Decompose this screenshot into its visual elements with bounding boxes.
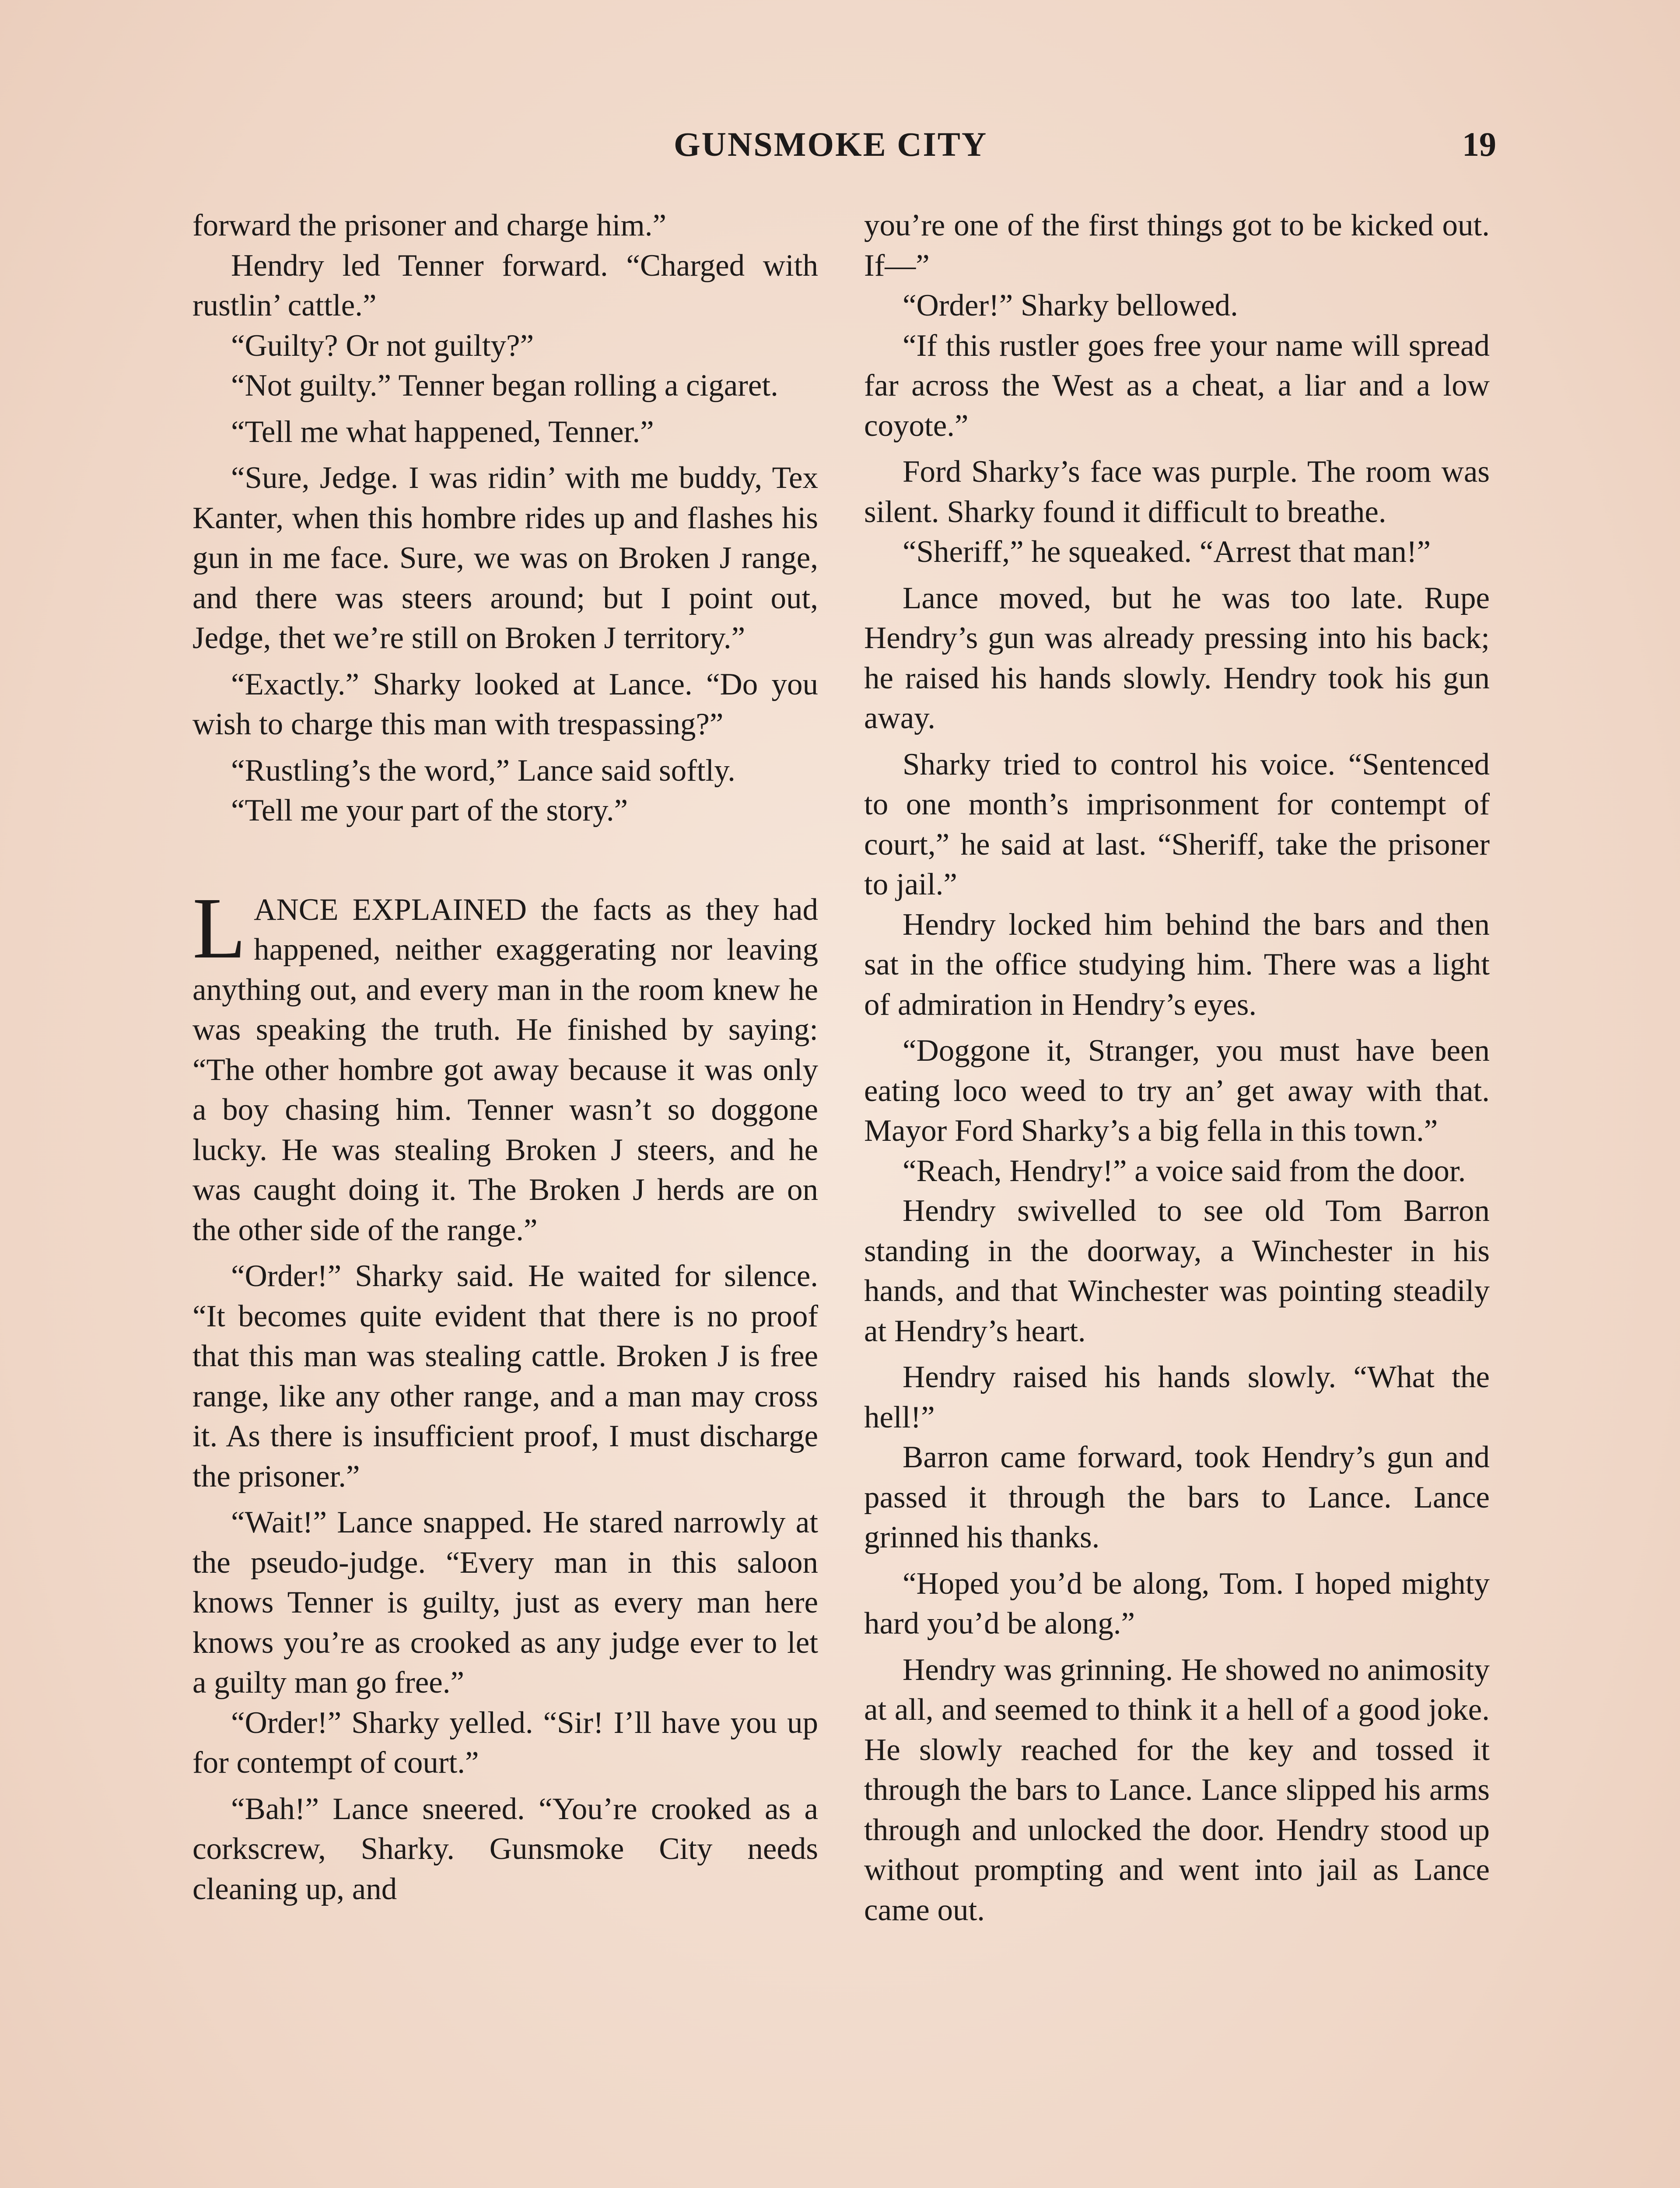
paragraph: “Wait!” Lance snapped. He stared narrowly at the pseudo-judge. “Every man in this saloon knows Tenner is guilty, just as every man here knows you’re as crooked as any judge ever to let a guilty man go free.” [192,1505,818,1700]
paragraph: “Rustling’s the word,” Lance said softly. [231,753,735,788]
paragraph: “Sheriff,” he squeaked. “Arrest that man!” [903,535,1431,569]
drop-cap: L [192,880,246,977]
paragraph: “Order!” Sharky bellowed. [903,288,1238,323]
paragraph: Sharky tried to control his voice. “Sentenced to one month’s imprisonment for contempt of court,” he said at last. “Sheriff, take the prisoner to jail.” [864,747,1490,901]
section-text: the facts as they had happened, neither exaggerating nor leaving anything out, and every man in the room knew he was speaking the truth. He finished by saying: “The other hombre got away because it was only a boy chasing him. Tenner wasn’t so doggone lucky. He was stealing Broken J steers, and he was caught doing it. The Broken J herds are on the other side of the range.” [192,892,818,1247]
paragraph: “Order!” Sharky yelled. “Sir! I’ll have you up for contempt of court.” [192,1705,818,1780]
paragraph: Barron came forward, took Hendry’s gun and passed it through the bars to Lance. Lance grinned his thanks. [864,1440,1490,1554]
paragraph: “Tell me your part of the story.” [231,793,628,828]
paragraph: “Reach, Hendry!” a voice said from the door. [903,1154,1466,1188]
page-number: 19 [1462,125,1496,163]
section-opening-paragraph [192,880,818,1251]
paragraph: “Sure, Jedge. I was ridin’ with me buddy, Tex Kanter, when this hombre rides up and flashes his gun in me face. Sure, we was on Broken J range, and there was steers around; but I point out, Jedge, thet we’re still on Broken J territory.” [192,461,818,655]
paragraph: “Hoped you’d be along, Tom. I hoped mighty hard you’d be along.” [864,1566,1490,1641]
right-column [864,206,1490,1930]
paragraph: Hendry was grinning. He showed no animosity at all, and seemed to think it a hell of a good joke. He slowly reached for the key and tossed it through the bars to Lance. Lance slipped his arms through and unlocked the door. Hendry stood up without prompting and went into jail as Lance came out. [864,1652,1490,1927]
running-head: GUNSMOKE CITY [674,125,988,163]
paragraph: “If this rustler goes free your name will spread far across the West as a cheat, a liar and a low coyote.” [864,328,1490,443]
paragraph: Ford Sharky’s face was purple. The room was silent. Sharky found it difficult to breathe. [864,455,1490,529]
paragraph: forward the prisoner and charge him.” [192,208,666,242]
paragraph: “Doggone it, Stranger, you must have been eating loco weed to try an’ get away with that. Mayor Ford Sharky’s a big fella in this town.” [864,1034,1490,1148]
paragraph: Hendry locked him behind the bars and then sat in the office studying him. There was a light of admiration in Hendry’s eyes. [864,907,1490,1022]
section-lead-in: ANCE EXPLAINED [254,892,527,927]
paragraph: Lance moved, but he was too late. Rupe Hendry’s gun was already pressing into his back; he raised his hands slowly. Hendry took his gun away. [864,581,1490,735]
paragraph: you’re one of the first things got to be kicked out. If—” [864,208,1490,283]
paragraph: “Exactly.” Sharky looked at Lance. “Do you wish to charge this man with trespassing?” [192,667,818,741]
paragraph: “Tell me what happened, Tenner.” [231,414,654,449]
paragraph: Hendry swivelled to see old Tom Barron standing in the doorway, a Winchester in his hands, and that Winchester was pointing steadily at Hendry’s heart. [864,1194,1490,1348]
paragraph: “Order!” Sharky said. He waited for silence. “It becomes quite evident that there is no proof that this man was stealing cattle. Broken J is free range, like any other range, and a man may cross it. As there is insufficient proof, I must discharge the prisoner.” [192,1259,818,1494]
paragraph: “Not guilty.” Tenner began rolling a cigaret. [231,368,778,403]
paragraph: “Bah!” Lance sneered. “You’re crooked as a corkscrew, Sharky. Gunsmoke City needs cleaning up, and [192,1792,818,1906]
page-header [192,125,1496,177]
paragraph: “Guilty? Or not guilty?” [231,328,534,363]
left-column [192,206,818,1909]
paragraph: Hendry raised his hands slowly. “What the hell!” [864,1360,1490,1434]
paragraph: Hendry led Tenner forward. “Charged with rustlin’ cattle.” [192,248,818,323]
